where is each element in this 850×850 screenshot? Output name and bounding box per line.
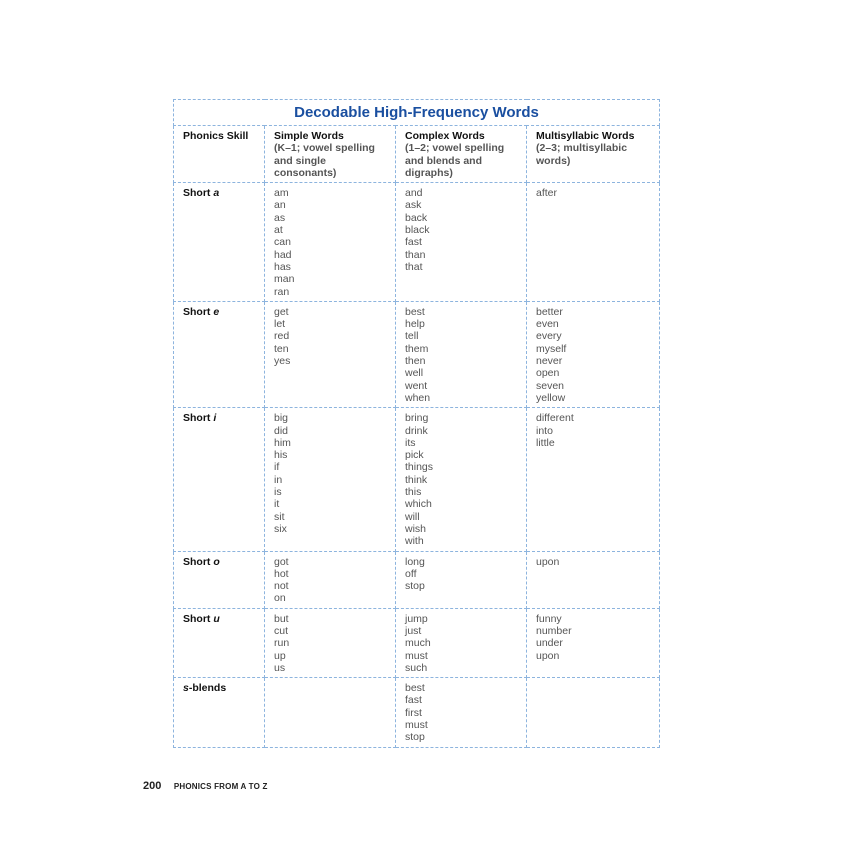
word: black — [405, 224, 430, 237]
word: cut — [274, 624, 289, 637]
word: hot — [274, 567, 289, 580]
simple-words-cell — [265, 551, 396, 608]
word: even — [536, 318, 559, 331]
word: stop — [405, 580, 425, 593]
word: big — [274, 412, 289, 425]
word: never — [536, 355, 563, 368]
multi-words-cell — [527, 183, 660, 302]
skill-suffix: -blends — [188, 682, 227, 695]
phonics-skill-cell — [174, 408, 265, 551]
word: man — [274, 273, 295, 286]
skill-prefix: Short — [183, 187, 214, 200]
word: wish — [405, 522, 427, 535]
word: long — [405, 555, 425, 568]
word: under — [536, 637, 563, 650]
word: did — [274, 424, 289, 437]
skill-prefix: Short — [183, 555, 214, 568]
word: him — [274, 436, 291, 449]
word: jump — [405, 612, 428, 625]
column-header-subtitle: (2–3; multisyllabic words) — [536, 142, 628, 167]
word: is — [274, 486, 282, 499]
page-footer — [143, 776, 268, 794]
multi-words-cell — [527, 678, 660, 747]
word: just — [405, 624, 422, 637]
word: ran — [274, 285, 290, 298]
word: upon — [536, 649, 560, 662]
word: if — [274, 461, 280, 474]
word: got — [274, 555, 289, 568]
word: little — [536, 436, 555, 449]
word: better — [536, 305, 563, 318]
table-row — [174, 183, 660, 302]
skill-letter: e — [213, 305, 220, 318]
multi-words-cell — [527, 551, 660, 608]
word: has — [274, 260, 291, 273]
word: run — [274, 637, 290, 650]
table-row — [174, 678, 660, 747]
word: drink — [405, 424, 428, 437]
word: ten — [274, 342, 289, 355]
word: on — [274, 592, 286, 605]
simple-words-cell — [265, 301, 396, 407]
table-title: Decodable High-Frequency Words — [174, 100, 660, 126]
word: sit — [274, 510, 285, 523]
column-header — [527, 126, 660, 183]
table-body — [174, 183, 660, 747]
word: into — [536, 424, 553, 437]
word: it — [274, 498, 280, 511]
table-row — [174, 301, 660, 407]
word: then — [405, 355, 426, 368]
word: after — [536, 187, 558, 200]
word: in — [274, 473, 283, 486]
simple-words-cell — [265, 408, 396, 551]
complex-words-cell — [396, 183, 527, 302]
word: red — [274, 330, 290, 343]
word: best — [405, 305, 425, 318]
skill-letter: o — [213, 555, 220, 568]
page-number: 200 — [143, 780, 162, 792]
word: am — [274, 187, 289, 200]
phonics-skill-cell — [174, 551, 265, 608]
word: yellow — [536, 391, 566, 404]
word: can — [274, 236, 291, 249]
skill-prefix: Short — [183, 412, 214, 425]
word: number — [536, 624, 572, 637]
word: when — [405, 391, 431, 404]
word: than — [405, 248, 426, 261]
word: that — [405, 260, 423, 273]
word: fast — [405, 694, 422, 707]
word: this — [405, 486, 422, 499]
column-header-title: Multisyllabic Words — [536, 130, 635, 142]
word: get — [274, 305, 289, 318]
phonics-skill-cell — [174, 183, 265, 302]
multi-words-cell — [527, 301, 660, 407]
word: them — [405, 342, 429, 355]
word: his — [274, 449, 288, 462]
word: help — [405, 318, 425, 331]
word: and — [405, 187, 423, 200]
word: us — [274, 661, 286, 674]
word: stop — [405, 731, 425, 744]
column-header-title: Phonics Skill — [183, 130, 249, 142]
column-header-title: Complex Words — [405, 130, 485, 142]
header-row — [174, 126, 660, 183]
word: different — [536, 412, 574, 425]
word: funny — [536, 612, 562, 625]
complex-words-cell — [396, 608, 527, 677]
word: an — [274, 199, 286, 212]
word: fast — [405, 236, 422, 249]
skill-prefix: Short — [183, 612, 214, 625]
word: back — [405, 211, 428, 224]
word: bring — [405, 412, 429, 425]
word: upon — [536, 555, 560, 568]
complex-words-cell — [396, 678, 527, 747]
column-header-subtitle: (K–1; vowel spelling and single consonants) — [274, 142, 375, 179]
word: open — [536, 367, 560, 380]
word: up — [274, 649, 286, 662]
word: myself — [536, 342, 567, 355]
column-header — [174, 126, 265, 183]
column-header-subtitle: (1–2; vowel spelling and blends and digraphs) — [405, 142, 505, 179]
word: such — [405, 661, 428, 674]
word: seven — [536, 379, 565, 392]
skill-prefix: Short — [183, 305, 214, 318]
complex-words-cell — [396, 301, 527, 407]
skill-letter: u — [213, 612, 220, 625]
word: let — [274, 318, 286, 331]
word: its — [405, 436, 416, 449]
word: ask — [405, 199, 422, 212]
simple-words-cell — [265, 678, 396, 747]
column-header — [396, 126, 527, 183]
word: best — [405, 682, 425, 695]
word: well — [405, 367, 424, 380]
phonics-skill-cell — [174, 301, 265, 407]
word: at — [274, 224, 283, 237]
word: pick — [405, 449, 424, 462]
word: but — [274, 612, 289, 625]
word: six — [274, 522, 287, 535]
word: much — [405, 637, 431, 650]
table-row — [174, 551, 660, 608]
complex-words-cell — [396, 551, 527, 608]
word: went — [405, 379, 428, 392]
word: as — [274, 211, 286, 224]
skill-letter: i — [213, 412, 217, 425]
phonics-skill-cell — [174, 678, 265, 747]
title-row — [174, 100, 660, 126]
book-title: PHONICS FROM A TO Z — [173, 782, 268, 791]
word: which — [405, 498, 432, 511]
complex-words-cell — [396, 408, 527, 551]
word: must — [405, 719, 428, 732]
word: think — [405, 473, 428, 486]
word: will — [405, 510, 420, 523]
phonics-skill-cell — [174, 608, 265, 677]
word: must — [405, 649, 428, 662]
word: things — [405, 461, 434, 474]
simple-words-cell — [265, 183, 396, 302]
word: had — [274, 248, 292, 261]
word: yes — [274, 355, 291, 368]
word: with — [405, 535, 424, 548]
word: first — [405, 706, 422, 719]
column-header-title: Simple Words — [274, 130, 344, 142]
word: every — [536, 330, 562, 343]
table-row — [174, 608, 660, 677]
multi-words-cell — [527, 408, 660, 551]
high-frequency-words-table — [173, 99, 660, 748]
column-header — [265, 126, 396, 183]
simple-words-cell — [265, 608, 396, 677]
word: off — [405, 567, 417, 580]
skill-letter: s — [183, 682, 189, 695]
skill-letter: a — [213, 187, 220, 200]
table-row — [174, 408, 660, 551]
word: not — [274, 580, 289, 593]
word: tell — [405, 330, 419, 343]
multi-words-cell — [527, 608, 660, 677]
